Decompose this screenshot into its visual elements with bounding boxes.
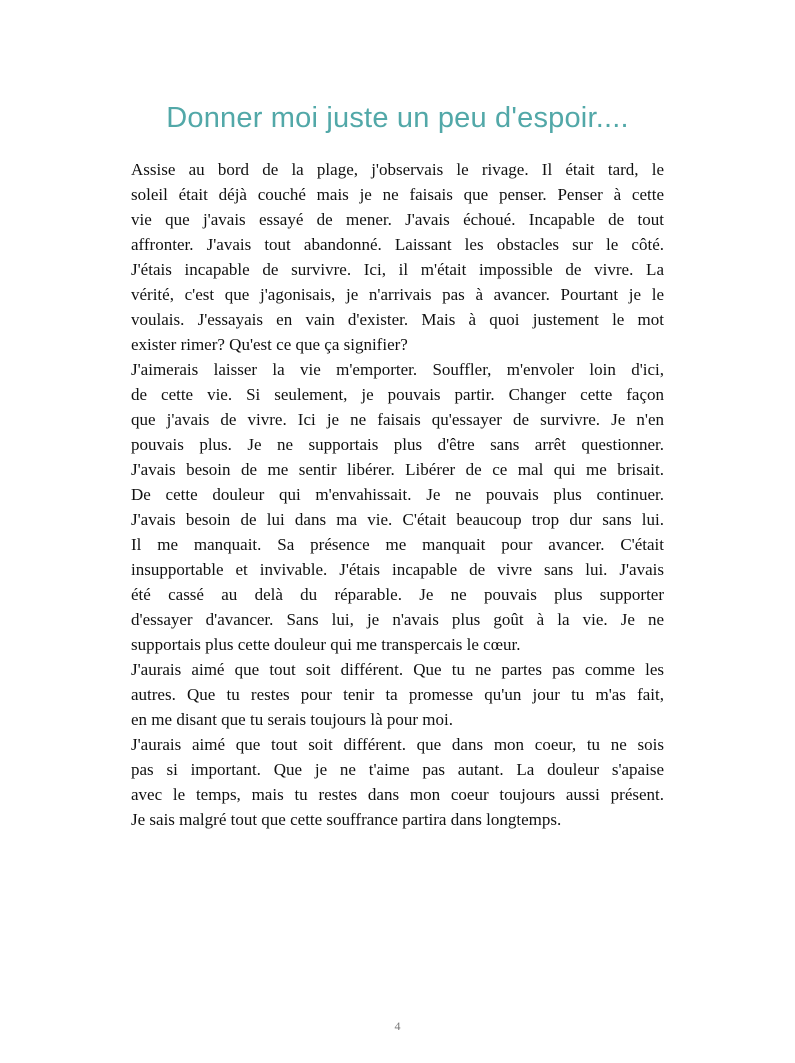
paragraph-3 [131, 657, 664, 732]
text-line: pas si important. Que je ne t'aime pas autant. La douleur s'apaise [131, 760, 664, 779]
text-line: J'avais besoin de lui dans ma vie. C'était beaucoup trop dur sans lui. [131, 510, 664, 529]
text-line: exister rimer? Qu'est ce que ça signifier? [131, 335, 408, 354]
text-line: Assise au bord de la plage, j'observais le rivage. Il était tard, le [131, 160, 664, 179]
text-line: De cette douleur qui m'envahissait. Je ne pouvais plus continuer. [131, 485, 664, 504]
text-line: J'aimerais laisser la vie m'emporter. Souffler, m'envoler loin d'ici, [131, 360, 664, 379]
text-line: que j'avais de vivre. Ici je ne faisais qu'essayer de survivre. Je n'en [131, 410, 664, 429]
text-line: J'aurais aimé que tout soit différent. Que tu ne partes pas comme les [131, 660, 664, 679]
text-line: pouvais plus. Je ne supportais plus d'être sans arrêt questionner. [131, 435, 664, 454]
text-line: vérité, c'est que j'agonisais, je n'arrivais pas à avancer. Pourtant je le [131, 285, 664, 304]
text-line: soleil était déjà couché mais je ne faisais que penser. Penser à cette [131, 185, 664, 204]
paragraph-2 [131, 357, 664, 657]
text-line: insupportable et invivable. J'étais incapable de vivre sans lui. J'avais [131, 560, 664, 579]
text-line: J'avais besoin de me sentir libérer. Libérer de ce mal qui me brisait. [131, 460, 664, 479]
body-text [131, 157, 664, 832]
page-title: Donner moi juste un peu d'espoir.... [166, 102, 629, 134]
text-line: supportais plus cette douleur qui me transpercais le cœur. [131, 635, 521, 654]
text-line: en me disant que tu serais toujours là pour moi. [131, 710, 453, 729]
page-number: 4 [394, 1019, 401, 1033]
text-line: J'aurais aimé que tout soit différent. que dans mon coeur, tu ne sois [131, 735, 664, 754]
text-line: Je sais malgré tout que cette souffrance partira dans longtemps. [131, 810, 562, 829]
text-line: de cette vie. Si seulement, je pouvais partir. Changer cette façon [131, 385, 664, 404]
text-line: d'essayer d'avancer. Sans lui, je n'avais plus goût à la vie. Je ne [131, 610, 664, 629]
text-line: autres. Que tu restes pour tenir ta promesse qu'un jour tu m'as fait, [131, 685, 664, 704]
text-line: vie que j'avais essayé de mener. J'avais échoué. Incapable de tout [131, 210, 664, 229]
text-line: affronter. J'avais tout abandonné. Laissant les obstacles sur le côté. [131, 235, 664, 254]
text-line: J'étais incapable de survivre. Ici, il m'était impossible de vivre. La [131, 260, 664, 279]
text-line: voulais. J'essayais en vain d'exister. Mais à quoi justement le mot [131, 310, 664, 329]
text-line: Il me manquait. Sa présence me manquait pour avancer. C'était [131, 535, 664, 554]
text-line: avec le temps, mais tu restes dans mon coeur toujours aussi présent. [131, 785, 664, 804]
paragraph-1 [131, 157, 664, 357]
text-line: été cassé au delà du réparable. Je ne pouvais plus supporter [131, 585, 664, 604]
paragraph-4 [131, 732, 664, 832]
